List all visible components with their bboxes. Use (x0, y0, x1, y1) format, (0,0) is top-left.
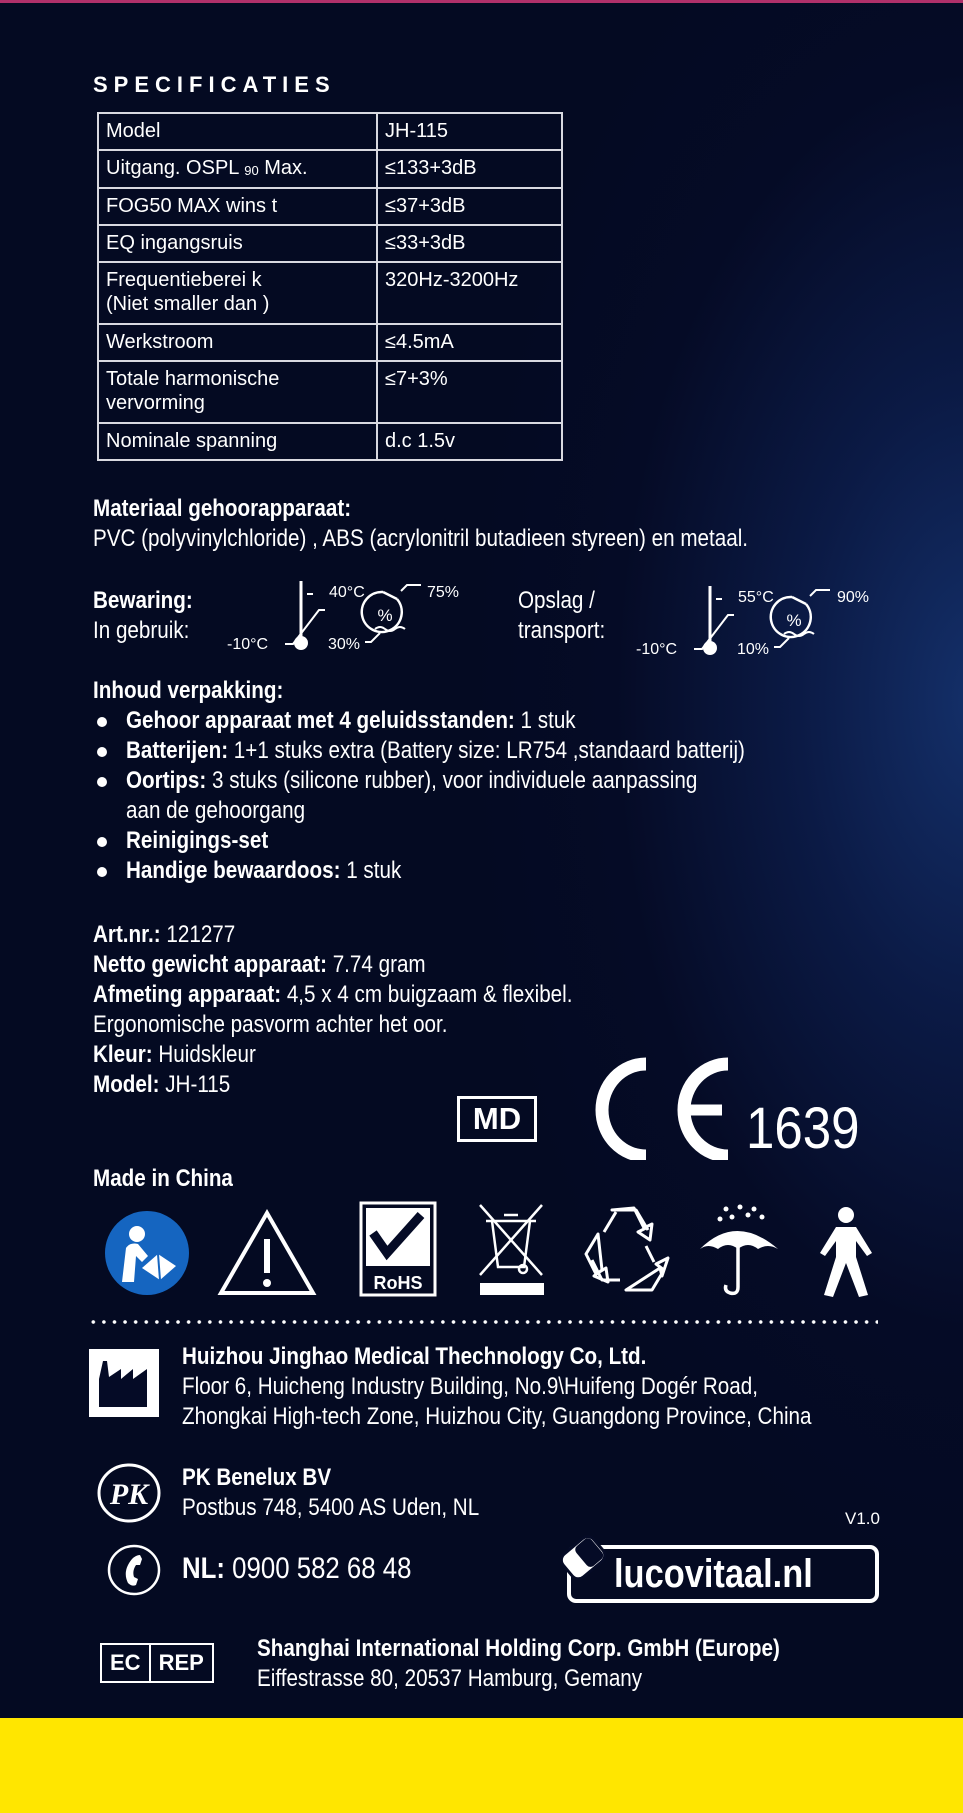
item-bold: Reinigings-set (126, 827, 269, 854)
in-use-label: In gebruik: (93, 617, 190, 644)
color-label: Kleur: (93, 1041, 153, 1068)
phone-label: NL: (182, 1552, 225, 1585)
use-conditions-symbols (225, 575, 475, 655)
table-row (98, 262, 562, 324)
transport-humidity-min: 10% (737, 641, 770, 658)
table-row (98, 361, 562, 423)
spec-value: d.c 1.5v (377, 423, 562, 460)
thermometer-icon (694, 586, 734, 649)
table-row (98, 188, 562, 225)
distributor-logo (96, 1462, 162, 1524)
manufacturer-factory-icon (89, 1349, 159, 1417)
ec-label: EC (110, 1650, 141, 1675)
ce-number: 1639 (746, 1096, 860, 1161)
spec-label-subscript: 90 (244, 163, 259, 178)
weee-bin-icon (476, 1201, 548, 1297)
manufacturer-address-line: Zhongkai High-tech Zone, Huizhou City, Guangdong Province, China (182, 1403, 812, 1430)
distributor-info (182, 1463, 528, 1523)
humidity-symbol: % (786, 611, 802, 630)
table-row (98, 225, 562, 262)
manufacturer-name: Huizhou Jinghao Medical Thechnology Co, Ltd. (182, 1343, 647, 1370)
phone-icon (106, 1543, 162, 1597)
use-temp-min: -10°C (227, 636, 269, 653)
item-bold: Batterijen: (126, 737, 229, 764)
spec-label: Model (98, 113, 377, 150)
brand-text-wrap[interactable] (614, 1549, 845, 1599)
distributor-address: Postbus 748, 5400 AS Uden, NL (182, 1494, 480, 1521)
spec-label: Werkstroom (98, 324, 377, 361)
art-label: Art.nr.: (93, 921, 161, 948)
spec-label (98, 150, 377, 188)
spec-title: SPECIFICATIES (93, 72, 336, 97)
spec-label: EQ ingangsruis (98, 225, 377, 262)
spec-label (98, 262, 377, 324)
top-accent-line (0, 0, 963, 3)
transport-conditions-symbols (634, 580, 884, 660)
list-item (93, 706, 846, 736)
hearing-aid-logo-icon (557, 1530, 613, 1588)
md-mark: MD (457, 1096, 537, 1142)
use-humidity-max: 75% (427, 584, 460, 601)
model-label: Model: (93, 1071, 160, 1098)
list-item (93, 826, 846, 856)
size-label: Afmeting apparaat: (93, 981, 282, 1008)
item-bold: Gehoor apparaat met 4 geluidsstanden: (126, 707, 515, 734)
keep-dry-umbrella-icon (696, 1203, 782, 1297)
phone-line[interactable] (182, 1551, 449, 1587)
item-bold: Handige bewaardoos: (126, 857, 341, 884)
ec-rep-info (257, 1634, 865, 1694)
transport-humidity-max: 90% (837, 589, 870, 606)
dotted-divider (88, 1320, 878, 1324)
yellow-bottom-band (0, 1718, 963, 1813)
spec-table (97, 112, 563, 461)
item-text: 3 stuks (silicone rubber), voor individuele aanpassing (206, 767, 698, 794)
product-details (93, 920, 651, 1100)
thermometer-icon (285, 581, 325, 644)
spec-label: Nominale spanning (98, 423, 377, 460)
storage-use-labels (93, 586, 209, 646)
spec-label: FOG50 MAX wins t (98, 188, 377, 225)
art-value: 121277 (160, 921, 236, 948)
spec-value: ≤33+3dB (377, 225, 562, 262)
storage-transport-labels (518, 586, 619, 646)
table-row (98, 150, 562, 188)
type-b-body-icon (812, 1205, 880, 1299)
rep-label: REP (149, 1645, 212, 1681)
spec-label-text: Uitgang. OSPL (106, 157, 239, 179)
list-item (93, 766, 846, 826)
use-temp-max: 40°C (329, 584, 365, 601)
spec-value: JH-115 (377, 113, 562, 150)
item-text: 1 stuk (340, 857, 402, 884)
rohs-icon (359, 1201, 437, 1297)
recycle-icon (576, 1204, 672, 1296)
use-humidity-min: 30% (328, 636, 361, 653)
spec-value: ≤37+3dB (377, 188, 562, 225)
list-item (93, 856, 846, 886)
spec-label-suffix: Max. (258, 157, 308, 179)
spec-value: ≤4.5mA (377, 324, 562, 361)
table-row (98, 113, 562, 150)
list-item (93, 736, 846, 766)
item-text: 1+1 stuks extra (Battery size: LR754 ,standaard batterij) (228, 737, 745, 764)
spec-label-line: (Niet smaller dan ) (106, 293, 270, 315)
transport-label: transport: (518, 617, 606, 644)
weight-value: 7.74 gram (326, 951, 426, 978)
material-text: PVC (polyvinylchloride) , ABS (acrylonitril butadieen styreen) en metaal. (93, 525, 749, 552)
made-in-text: Made in China (93, 1165, 233, 1192)
warning-icon (217, 1209, 317, 1297)
package-list (93, 706, 846, 886)
table-row (98, 324, 562, 361)
manufacturer-address-line: Floor 6, Huicheng Industry Building, No.9\Huifeng Dogér Road, (182, 1373, 758, 1400)
spec-label-line: Totale harmonische (106, 368, 280, 390)
transport-label: Opslag / (518, 587, 595, 614)
item-text-continued: aan de gehoorgang (126, 797, 306, 824)
weight-label: Netto gewicht apparaat: (93, 951, 327, 978)
ec-rep-name: Shanghai International Holding Corp. GmbH (Europe) (257, 1635, 780, 1662)
material-heading: Materiaal gehoorapparaat: (93, 495, 352, 522)
spec-label-line: Frequentieberei k (106, 269, 262, 291)
package-heading-wrap (93, 676, 314, 706)
distributor-name: PK Benelux BV (182, 1464, 332, 1491)
item-text: 1 stuk (514, 707, 576, 734)
read-manual-icon (104, 1210, 190, 1296)
spec-value: 320Hz-3200Hz (377, 262, 562, 324)
model-value: JH-115 (159, 1071, 231, 1098)
spec-label (98, 361, 377, 423)
size-value: 4,5 x 4 cm buigzaam & flexibel. (281, 981, 573, 1008)
ce-number-wrap (746, 1096, 875, 1161)
distributor-logo-letters: PK (109, 1478, 149, 1511)
transport-temp-min: -10°C (636, 641, 678, 658)
version-label: V1.0 (845, 1509, 880, 1528)
material-section (93, 494, 855, 554)
table-row (98, 423, 562, 460)
transport-temp-max: 55°C (738, 589, 774, 606)
ec-rep-box (100, 1643, 214, 1683)
rohs-label: RoHS (373, 1273, 423, 1293)
spec-value: ≤7+3% (377, 361, 562, 423)
ec-rep-address: Eiffestrasse 80, 20537 Hamburg, Gemany (257, 1665, 643, 1692)
ergonomic-text: Ergonomische pasvorm achter het oor. (93, 1011, 448, 1038)
brand-text[interactable]: lucovitaal.nl (614, 1552, 813, 1596)
color-value: Huidskleur (152, 1041, 256, 1068)
ce-mark-icon (590, 1056, 740, 1160)
storage-label: Bewaring: (93, 587, 193, 614)
spec-value: ≤133+3dB (377, 150, 562, 188)
phone-number[interactable]: 0900 582 68 48 (224, 1552, 412, 1585)
package-heading: Inhoud verpakking: (93, 677, 284, 704)
made-in-wrap (93, 1164, 256, 1194)
item-bold: Oortips: (126, 767, 207, 794)
manufacturer-info (182, 1342, 914, 1432)
spec-label-line: vervorming (106, 392, 205, 414)
humidity-symbol: % (377, 606, 393, 625)
